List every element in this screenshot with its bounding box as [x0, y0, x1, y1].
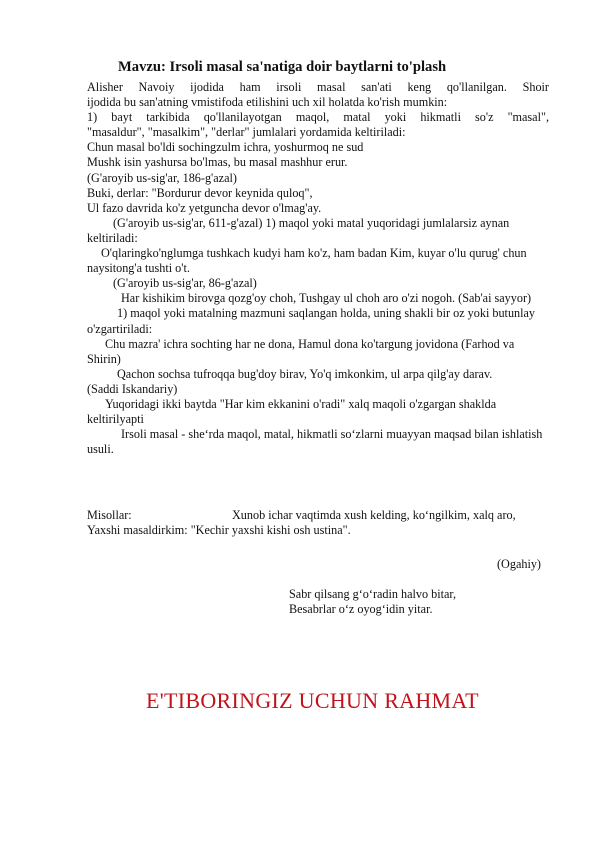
- examples-source: (Ogahiy): [497, 557, 541, 571]
- examples-line: Xunob ichar vaqtimda xush kelding, ko‘ngilkim, xalq aro,: [232, 508, 516, 522]
- closing-heading: E'TIBORINGIZ UCHUN RAHMAT: [146, 688, 479, 713]
- paragraph: Har kishikim birovga qozg'oy choh, Tushgay ul choh aro o'zi nogoh. (Sab'ai sayyor): [121, 291, 532, 306]
- examples-line: Yaxshi masaldirkim: "Kechir yaxshi kishi osh ustina".: [87, 523, 351, 537]
- source-citation: (G'aroyib us-sig'ar, 86-g'azal): [113, 276, 257, 291]
- paragraph: Alisher Navoiy ijodida ham irsoli masal san'ati keng qo'llanilgan. Shoir: [87, 80, 549, 94]
- verse-line: Ul fazo davrida ko'z yetguncha devor o'lmag'ay.: [87, 200, 322, 215]
- paragraph: ijodida bu san'atning vmistifoda etilishini uch xil holatda ko'rish mumkin:: [87, 95, 448, 110]
- paragraph: 1) bayt tarkibida qo'llanilayotgan maqol, matal yoki hikmatli so'z "masal",: [87, 110, 549, 125]
- paragraph: Irsoli masal - she‘rda maqol, matal, hikmatli so‘zlarni muayyan maqsad bilan ishlatish usuli.: [87, 427, 543, 457]
- paragraph: Qachon sochsa tufroqqa bug'doy birav, Yo'q imkonkim, ul arpa qilg'ay darav.: [117, 366, 493, 381]
- document-body: [87, 80, 549, 457]
- paragraph: 1) maqol yoki matalning mazmuni saqlangan holda, uning shakli bir oz yoki butunlay o'zgartiriladi:: [87, 306, 536, 336]
- verse-line: Chun masal bo'ldi sochingzulm ichra, yoshurmoq ne sud: [87, 140, 364, 155]
- examples-label: Misollar:: [87, 508, 132, 522]
- paragraph: Yuqoridagi ikki baytda "Har kim ekkanini o'radi" xalq maqoli o'zgargan shaklda keltirilyapti: [87, 396, 497, 427]
- poem-block: [289, 587, 456, 617]
- paragraph: (G'aroyib us-sig'ar, 611-g'azal) 1) maqol yoki matal yuqoridagi jumlalarsiz aynan keltiriladi:: [87, 215, 510, 245]
- paragraph: O'qlaringko'nglumga tushkach kudyi ham ko'z, ham badan Kim, kuyar o'lu qurug' chun naysitong'a tushti o't.: [87, 246, 527, 276]
- poem-line: Besabrlar o‘z oyog‘idin yitar.: [289, 602, 433, 617]
- verse-line: Buki, derlar: "Bordurur devor keynida quloq",: [87, 185, 313, 200]
- source-citation: (G'aroyib us-sig'ar, 186-g'azal): [87, 170, 237, 185]
- paragraph: Chu mazra' ichra sochting har ne dona, Hamul dona ko'targung jovidona (Farhod va Shirin): [87, 336, 515, 366]
- paragraph: "masaldur", "masalkim", "derlar" jumlalari yordamida keltiriladi:: [87, 125, 406, 140]
- poem-line: Sabr qilsang g‘o‘radin halvo bitar,: [289, 587, 457, 601]
- document-title: Mavzu: Irsoli masal sa'natiga doir baytlarni to'plash: [118, 59, 447, 75]
- source-citation: (Saddi Iskandariy): [87, 381, 178, 396]
- verse-line: Mushk isin yashursa bo'lmas, bu masal mashhur erur.: [87, 155, 348, 170]
